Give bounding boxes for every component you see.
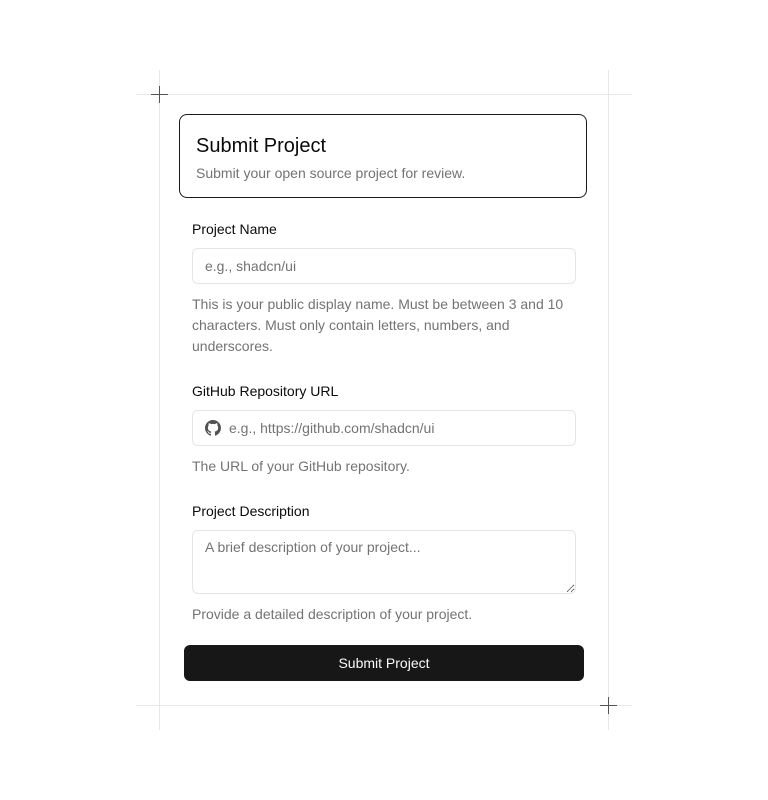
crosshair-top-left-icon bbox=[151, 86, 168, 103]
frame-guide-bottom bbox=[136, 705, 632, 706]
submit-project-button[interactable]: Submit Project bbox=[184, 645, 584, 681]
project-name-input[interactable] bbox=[192, 248, 576, 284]
github-url-help: The URL of your GitHub repository. bbox=[192, 458, 410, 474]
github-icon bbox=[205, 420, 221, 436]
crosshair-bottom-right-icon bbox=[600, 697, 617, 714]
project-description-label: Project Description bbox=[192, 503, 310, 519]
project-description-field bbox=[192, 502, 576, 625]
page-title: Submit Project bbox=[196, 135, 327, 157]
project-description-help: Provide a detailed description of your project. bbox=[192, 606, 473, 622]
github-url-input[interactable] bbox=[221, 413, 575, 443]
frame-guide-right bbox=[608, 70, 609, 730]
project-name-field bbox=[192, 220, 576, 357]
frame-guide-top bbox=[136, 94, 632, 95]
github-url-label: GitHub Repository URL bbox=[192, 383, 339, 399]
project-name-label: Project Name bbox=[192, 221, 277, 237]
project-description-textarea[interactable] bbox=[192, 530, 576, 594]
form-header-card bbox=[179, 114, 587, 198]
github-url-input-group[interactable] bbox=[192, 410, 576, 446]
github-url-field bbox=[192, 382, 576, 477]
frame-guide-left bbox=[159, 70, 160, 730]
project-name-help: This is your public display name. Must be between 3 and 10 characters. Must only contain letters, numbers, and underscores. bbox=[192, 296, 564, 354]
page-description: Submit your open source project for review. bbox=[196, 165, 466, 181]
